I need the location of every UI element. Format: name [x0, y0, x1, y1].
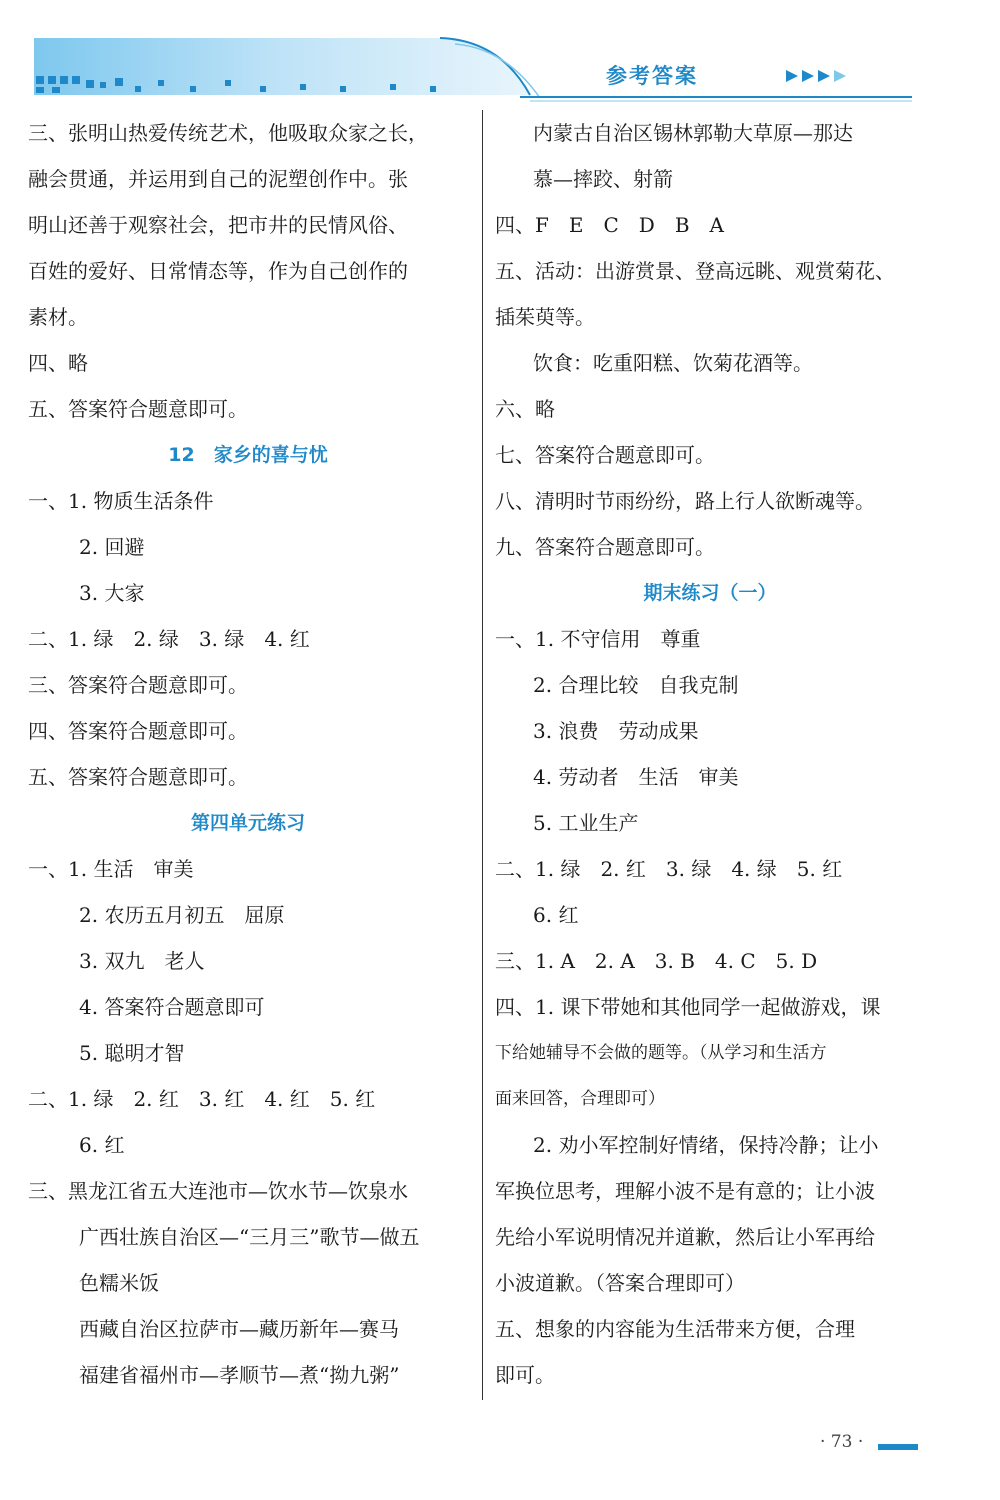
- answer-line: 三、1. A 2. A 3. B 4. C 5. D: [495, 949, 818, 973]
- answer-line: 明山还善于观察社会，把市井的民情风俗、: [28, 213, 408, 237]
- answer-line: 下给她辅导不会做的题等。（从学习和生活方: [495, 1043, 827, 1063]
- answer-line: 即可。: [495, 1363, 555, 1387]
- answer-line: 3. 大家: [79, 581, 145, 605]
- answer-line: 2. 回避: [79, 535, 145, 559]
- answer-line: 五、答案符合题意即可。: [28, 397, 248, 421]
- answer-line: 融会贯通，并运用到自己的泥塑创作中。张: [28, 167, 408, 191]
- section-heading: 期末练习（一）: [643, 582, 777, 604]
- answer-line: 素材。: [28, 305, 88, 329]
- answer-line: 饮食：吃重阳糕、饮菊花酒等。: [533, 351, 813, 375]
- answer-line: 内蒙古自治区锡林郭勒大草原—那达: [533, 121, 853, 145]
- answer-line: 二、1. 绿 2. 红 3. 红 4. 红 5. 红: [28, 1087, 376, 1111]
- answer-line: 面来回答，合理即可）: [495, 1089, 665, 1109]
- answer-line: 五、答案符合题意即可。: [28, 765, 248, 789]
- answer-line: 2. 农历五月初五 屈原: [79, 903, 285, 927]
- header-title: 参考答案: [606, 64, 698, 88]
- answer-line: 五、活动：出游赏景、登高远眺、观赏菊花、: [495, 259, 895, 283]
- answer-line: 西藏自治区拉萨市—藏历新年—赛马: [79, 1317, 399, 1341]
- answer-line: 5. 聪明才智: [79, 1041, 185, 1065]
- answer-line: 四、答案符合题意即可。: [28, 719, 248, 743]
- answer-line: 二、1. 绿 2. 绿 3. 绿 4. 红: [28, 627, 310, 651]
- answer-line: 2. 合理比较 自我克制: [533, 673, 739, 697]
- answer-line: 3. 浪费 劳动成果: [533, 719, 699, 743]
- section-heading: 12 家乡的喜与忧: [168, 444, 328, 466]
- answer-line: 一、1. 物质生活条件: [28, 489, 214, 513]
- answer-line: 先给小军说明情况并道歉，然后让小军再给: [495, 1225, 875, 1249]
- answer-line: 小波道歉。（答案合理即可）: [495, 1271, 745, 1295]
- answer-line: 4. 劳动者 生活 审美: [533, 765, 739, 789]
- answer-line: 一、1. 生活 审美: [28, 857, 194, 881]
- answer-line: 百姓的爱好、日常情态等，作为自己创作的: [28, 259, 408, 283]
- answer-line: 三、答案符合题意即可。: [28, 673, 248, 697]
- answer-line: 慕—摔跤、射箭: [533, 167, 673, 191]
- answer-line: 五、想象的内容能为生活带来方便，合理: [495, 1317, 855, 1341]
- answer-line: 四、F E C D B A: [495, 213, 724, 237]
- answer-line: 军换位思考，理解小波不是有意的；让小波: [495, 1179, 875, 1203]
- answer-line: 三、黑龙江省五大连池市—饮水节—饮泉水: [28, 1179, 408, 1203]
- answer-line: 一、1. 不守信用 尊重: [495, 627, 701, 651]
- answer-line: 四、略: [28, 351, 88, 375]
- right-column: [495, 110, 925, 1398]
- section-heading: 第四单元练习: [190, 812, 305, 834]
- answer-line: 七、答案符合题意即可。: [495, 443, 715, 467]
- answer-line: 3. 双九 老人: [79, 949, 205, 973]
- column-divider: [482, 110, 483, 1400]
- page-header: [0, 0, 1000, 110]
- header-banner: [0, 0, 1000, 110]
- answer-line: 四、1. 课下带她和其他同学一起做游戏，课: [495, 995, 881, 1019]
- answer-line: 2. 劝小军控制好情绪，保持冷静；让小: [533, 1133, 879, 1157]
- answer-line: 色糯米饭: [79, 1271, 159, 1295]
- answer-line: 6. 红: [533, 903, 579, 927]
- answer-line: 八、清明时节雨纷纷，路上行人欲断魂等。: [495, 489, 875, 513]
- answer-line: 九、答案符合题意即可。: [495, 535, 715, 559]
- answer-line: 六、略: [495, 397, 555, 421]
- answer-line: 6. 红: [79, 1133, 125, 1157]
- answer-line: 4. 答案符合题意即可: [79, 995, 265, 1019]
- left-column: [28, 110, 468, 1398]
- answer-line: 广西壮族自治区—“三月三”歌节—做五: [79, 1225, 420, 1249]
- answer-line: 三、张明山热爱传统艺术，他吸取众家之长，: [28, 121, 428, 145]
- arrow-icons: [786, 70, 846, 82]
- answer-line: 福建省福州市—孝顺节—煮“拗九粥”: [79, 1363, 400, 1387]
- answer-line: 二、1. 绿 2. 红 3. 绿 4. 绿 5. 红: [495, 857, 843, 881]
- page-number-bar: [878, 1444, 918, 1450]
- answer-line: 5. 工业生产: [533, 811, 639, 835]
- answer-line: 插茱萸等。: [495, 305, 595, 329]
- page-number: · 73 ·: [820, 1432, 864, 1452]
